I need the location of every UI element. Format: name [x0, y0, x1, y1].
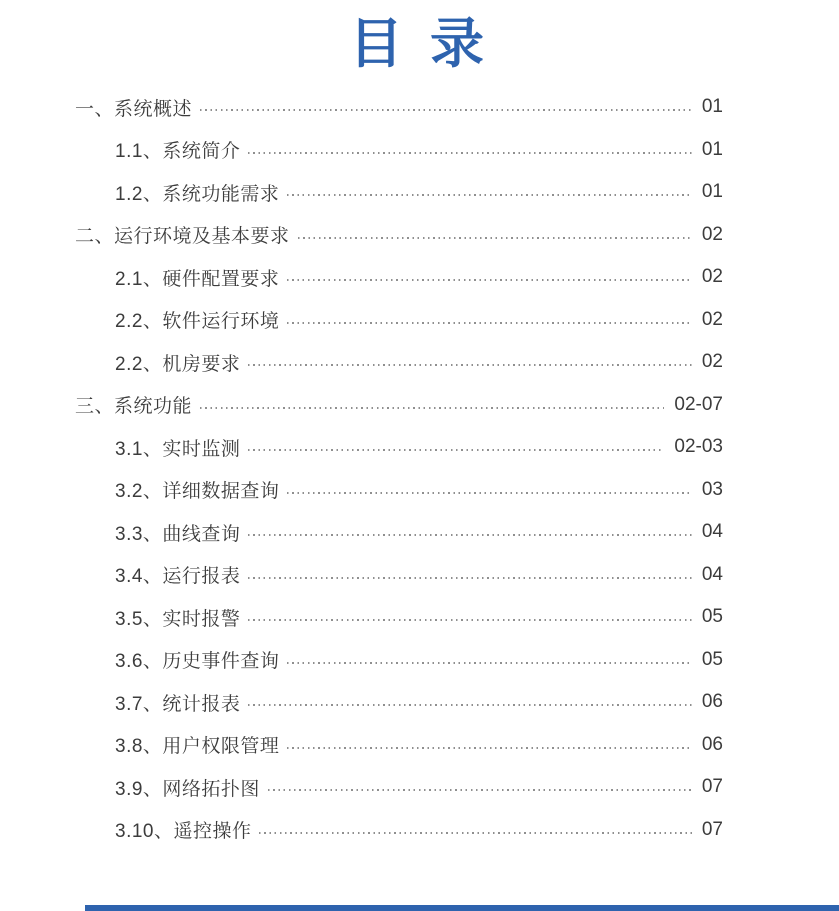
toc-entry-page-number: 02 — [701, 266, 723, 288]
toc-entry-page-number: 04 — [701, 563, 723, 585]
toc-entry-page-number: 02-03 — [674, 436, 723, 458]
toc-entry-label: 3.6、历史事件查询 — [115, 651, 280, 673]
toc-entry-label: 3.4、运行报表 — [115, 566, 241, 588]
toc-entry-page-number: 07 — [701, 776, 723, 798]
toc-entry-label: 三、系统功能 — [75, 396, 193, 418]
toc-entry-label: 3.10、遥控操作 — [115, 821, 252, 843]
dotted-leader — [248, 449, 664, 451]
toc-entry — [75, 171, 723, 214]
toc-entry-page-number: 02-07 — [674, 393, 723, 415]
dotted-leader — [298, 237, 692, 239]
toc-entry — [75, 469, 723, 512]
toc-entry — [75, 341, 723, 384]
dotted-leader — [287, 322, 691, 324]
toc-entry-page-number: 02 — [701, 223, 723, 245]
toc-entry — [75, 724, 723, 767]
dotted-leader — [259, 832, 691, 834]
dotted-leader — [248, 577, 691, 579]
dotted-leader — [287, 492, 691, 494]
toc-entry-page-number: 06 — [701, 733, 723, 755]
footer-accent-bar — [85, 905, 839, 911]
toc-entry-page-number: 02 — [701, 351, 723, 373]
toc-entry-label: 1.2、系统功能需求 — [115, 183, 280, 205]
toc-entry — [75, 681, 723, 724]
dotted-leader — [287, 279, 691, 281]
toc-entry-label: 3.1、实时监测 — [115, 438, 241, 460]
toc-entry — [75, 766, 723, 809]
toc-entry-label: 2.2、软件运行环境 — [115, 311, 280, 333]
dotted-leader — [200, 109, 692, 111]
dotted-leader — [287, 747, 691, 749]
toc-entry-page-number: 05 — [701, 648, 723, 670]
dotted-leader — [248, 619, 691, 621]
toc-entry — [75, 86, 723, 129]
toc-entry — [75, 511, 723, 554]
toc-entry-page-number: 01 — [701, 96, 723, 118]
toc-entry — [75, 256, 723, 299]
dotted-leader — [287, 194, 691, 196]
dotted-leader — [268, 789, 692, 791]
toc-entry — [75, 426, 723, 469]
toc-entry-page-number: 02 — [701, 308, 723, 330]
toc-entry-page-number: 06 — [701, 691, 723, 713]
toc-entry-label: 3.8、用户权限管理 — [115, 736, 280, 758]
toc-entry-label: 一、系统概述 — [75, 98, 193, 120]
dotted-leader — [200, 407, 664, 409]
toc-list — [75, 86, 723, 851]
toc-entry — [75, 129, 723, 172]
dotted-leader — [287, 662, 691, 664]
page-title: 目 录 — [348, 14, 490, 74]
toc-entry-label: 3.5、实时报警 — [115, 608, 241, 630]
toc-entry-page-number: 05 — [701, 606, 723, 628]
toc-entry — [75, 596, 723, 639]
toc-entry — [75, 554, 723, 597]
toc-entry — [75, 214, 723, 257]
toc-entry-page-number: 07 — [701, 818, 723, 840]
toc-entry-page-number: 03 — [701, 478, 723, 500]
toc-entry — [75, 299, 723, 342]
toc-entry-label: 3.9、网络拓扑图 — [115, 778, 260, 800]
dotted-leader — [248, 704, 691, 706]
dotted-leader — [248, 152, 691, 154]
toc-entry-label: 3.2、详细数据查询 — [115, 481, 280, 503]
toc-entry — [75, 639, 723, 682]
dotted-leader — [248, 534, 691, 536]
toc-entry-label: 3.7、统计报表 — [115, 693, 241, 715]
dotted-leader — [248, 364, 691, 366]
toc-entry-page-number: 01 — [701, 181, 723, 203]
toc-entry-page-number: 04 — [701, 521, 723, 543]
toc-entry-label: 2.1、硬件配置要求 — [115, 268, 280, 290]
toc-entry-label: 2.2、机房要求 — [115, 353, 241, 375]
toc-entry-label: 二、运行环境及基本要求 — [75, 226, 290, 248]
toc-entry-label: 3.3、曲线查询 — [115, 523, 241, 545]
toc-entry-label: 1.1、系统简介 — [115, 141, 241, 163]
toc-entry — [75, 384, 723, 427]
toc-entry-page-number: 01 — [701, 138, 723, 160]
toc-entry — [75, 809, 723, 852]
